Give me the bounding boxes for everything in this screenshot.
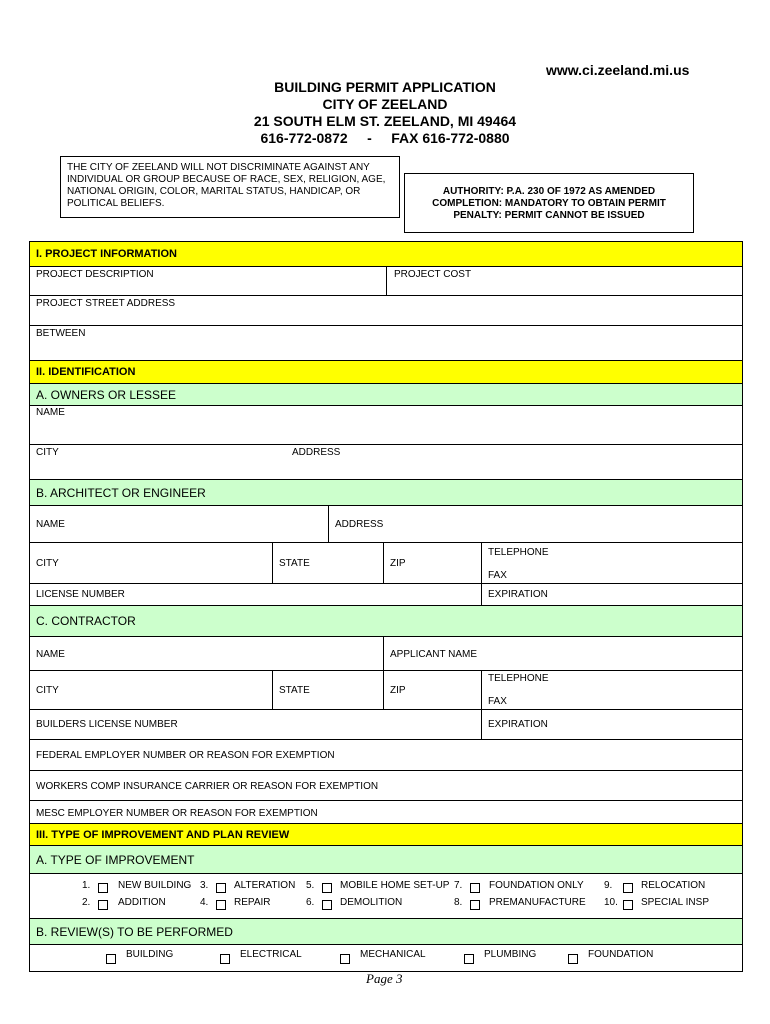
review-label: ELECTRICAL — [240, 949, 302, 960]
review-checkbox[interactable] — [340, 954, 350, 964]
option-number: 9. — [604, 880, 613, 891]
section-project-information-header: I. PROJECT INFORMATION — [30, 242, 742, 267]
owner-name-label: NAME — [36, 407, 65, 418]
architect-telephone-label[interactable]: TELEPHONE — [488, 547, 549, 558]
option-checkbox[interactable] — [470, 883, 480, 893]
owner-city-label[interactable]: CITY — [36, 447, 59, 458]
reviews-header: B. REVIEW(S) TO BE PERFORMED — [30, 919, 742, 945]
mesc-employer-row[interactable] — [30, 801, 742, 824]
option-checkbox[interactable] — [623, 883, 633, 893]
option-checkbox[interactable] — [216, 900, 226, 910]
option-label: RELOCATION — [641, 880, 706, 891]
contractor-state-label[interactable]: STATE — [279, 685, 310, 696]
builders-license-label[interactable]: BUILDERS LICENSE NUMBER — [36, 719, 178, 730]
owner-name-row[interactable] — [30, 406, 742, 445]
form-title: BUILDING PERMIT APPLICATION — [274, 79, 496, 95]
option-label: SPECIAL INSP — [641, 897, 709, 908]
section-improvement-header: III. TYPE OF IMPROVEMENT AND PLAN REVIEW — [30, 824, 742, 846]
architect-expiration-label[interactable]: EXPIRATION — [488, 589, 548, 600]
review-checkbox[interactable] — [220, 954, 230, 964]
architect-header: B. ARCHITECT OR ENGINEER — [30, 480, 742, 506]
contractor-license-row — [30, 710, 742, 740]
option-label: NEW BUILDING — [118, 880, 192, 891]
section-identification-header: II. IDENTIFICATION — [30, 361, 742, 384]
architect-name-row — [30, 506, 742, 543]
contractor-name-label[interactable]: NAME — [36, 649, 65, 660]
review-checkbox[interactable] — [106, 954, 116, 964]
architect-address-label[interactable]: ADDRESS — [335, 519, 384, 530]
federal-employer-row[interactable] — [30, 740, 742, 771]
city-address: 21 SOUTH ELM ST. ZEELAND, MI 49464 — [253, 113, 517, 129]
review-checkbox[interactable] — [568, 954, 578, 964]
review-options-row — [30, 945, 742, 972]
option-label: DEMOLITION — [340, 897, 403, 908]
improvement-options-row — [30, 874, 742, 919]
architect-state-label[interactable]: STATE — [279, 558, 310, 569]
option-label: ALTERATION — [234, 880, 296, 891]
option-checkbox[interactable] — [98, 900, 108, 910]
option-checkbox[interactable] — [322, 883, 332, 893]
permit-form — [29, 241, 743, 972]
option-label: FOUNDATION ONLY — [489, 880, 584, 891]
completion-line: COMPLETION: MANDATORY TO OBTAIN PERMIT — [432, 198, 666, 209]
option-number: 8. — [454, 897, 463, 908]
contractor-city-row — [30, 671, 742, 710]
option-number: 2. — [82, 897, 91, 908]
option-number: 3. — [200, 880, 209, 891]
option-number: 4. — [200, 897, 209, 908]
contractor-header: C. CONTRACTOR — [30, 606, 742, 637]
option-label: PREMANUFACTURE — [489, 897, 586, 908]
option-checkbox[interactable] — [216, 883, 226, 893]
option-checkbox[interactable] — [322, 900, 332, 910]
project-description-label: PROJECT DESCRIPTION — [36, 269, 154, 280]
between-label: BETWEEN — [36, 328, 86, 339]
architect-city-row — [30, 543, 742, 584]
architect-license-label[interactable]: LICENSE NUMBER — [36, 589, 125, 600]
project-description-row — [30, 267, 742, 296]
mesc-employer-label: MESC EMPLOYER NUMBER OR REASON FOR EXEMPTION — [36, 808, 318, 819]
option-checkbox[interactable] — [470, 900, 480, 910]
architect-fax-label[interactable]: FAX — [488, 570, 507, 581]
non-discrimination-notice: THE CITY OF ZEELAND WILL NOT DISCRIMINATE AGAINST ANY INDIVIDUAL OR GROUP BECAUSE OF RACE, SEX, RELIGION, AGE, NATIONAL ORIGIN, COLOR, MARITAL STATUS, HANDICAP, OR POLITICAL BELIEFS. — [60, 156, 400, 218]
architect-license-row — [30, 584, 742, 606]
page-number: Page 3 — [366, 971, 403, 986]
contractor-city-label[interactable]: CITY — [36, 685, 59, 696]
contractor-name-row — [30, 637, 742, 671]
option-checkbox[interactable] — [98, 883, 108, 893]
project-description-field[interactable] — [30, 267, 386, 295]
between-row[interactable] — [30, 326, 742, 361]
option-number: 10. — [604, 897, 618, 908]
project-cost-field[interactable] — [387, 267, 742, 295]
architect-name-label[interactable]: NAME — [36, 519, 65, 530]
authority-box — [404, 173, 694, 233]
option-number: 6. — [306, 897, 315, 908]
option-number: 5. — [306, 880, 315, 891]
review-label: MECHANICAL — [360, 949, 426, 960]
option-number: 1. — [82, 880, 91, 891]
authority-line: AUTHORITY: P.A. 230 OF 1972 AS AMENDED — [442, 186, 656, 197]
option-number: 7. — [454, 880, 463, 891]
owner-city-row — [30, 445, 742, 480]
document-header — [180, 79, 590, 147]
workers-comp-label: WORKERS COMP INSURANCE CARRIER OR REASON FOR EXEMPTION — [36, 781, 379, 792]
penalty-line: PENALTY: PERMIT CANNOT BE ISSUED — [453, 210, 645, 221]
street-address-row[interactable] — [30, 296, 742, 326]
workers-comp-row[interactable] — [30, 771, 742, 801]
owners-header: A. OWNERS OR LESSEE — [30, 384, 742, 406]
architect-zip-label[interactable]: ZIP — [390, 558, 406, 569]
contractor-expiration-label[interactable]: EXPIRATION — [488, 719, 548, 730]
contractor-telephone-label[interactable]: TELEPHONE — [488, 673, 549, 684]
option-label: REPAIR — [234, 897, 271, 908]
federal-employer-label: FEDERAL EMPLOYER NUMBER OR REASON FOR EXEMPTION — [36, 750, 335, 761]
review-checkbox[interactable] — [464, 954, 474, 964]
city-name: CITY OF ZEELAND — [322, 96, 448, 112]
review-label: PLUMBING — [484, 949, 537, 960]
review-label: FOUNDATION — [588, 949, 654, 960]
project-cost-label: PROJECT COST — [394, 269, 472, 280]
owner-address-label[interactable]: ADDRESS — [292, 447, 341, 458]
contractor-zip-label[interactable]: ZIP — [390, 685, 406, 696]
applicant-name-label[interactable]: APPLICANT NAME — [390, 649, 478, 660]
option-checkbox[interactable] — [623, 900, 633, 910]
type-of-improvement-header: A. TYPE OF IMPROVEMENT — [30, 846, 742, 874]
option-label: ADDITION — [118, 897, 166, 908]
option-label: MOBILE HOME SET-UP — [340, 880, 450, 891]
street-address-label: PROJECT STREET ADDRESS — [36, 298, 176, 309]
architect-city-label[interactable]: CITY — [36, 558, 59, 569]
city-phone: 616-772-0872 - FAX 616-772-0880 — [260, 130, 510, 146]
contractor-fax-label[interactable]: FAX — [488, 696, 507, 707]
review-label: BUILDING — [126, 949, 174, 960]
website-url: www.ci.zeeland.mi.us — [546, 62, 690, 78]
